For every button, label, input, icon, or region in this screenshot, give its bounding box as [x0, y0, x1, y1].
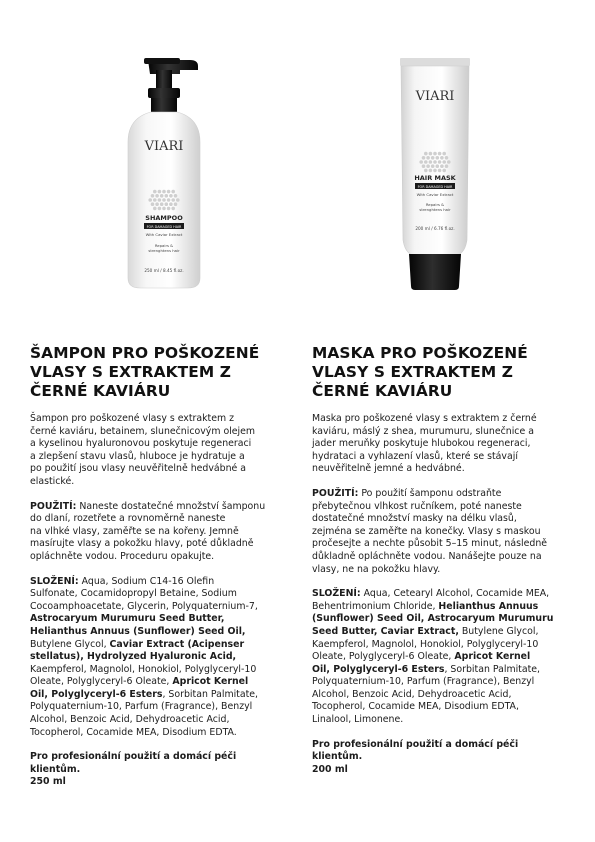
composition-label: SLOŽENÍ: [30, 575, 79, 587]
hair-mask-usage: POUŽITÍ: Po použití šamponu odstraňte přebytečnou vlhkost ručníkem, poté naneste dostatečné množství masky na délku vlasů, zejména se zaměřte na konečky. Vlasy s maskou pročesejte a nechte působit 5–15 minut, následně důkladně opláchněte vodou. Nanášejte pouze na vlasy, ne na pokožku hlavy. [312, 487, 548, 575]
svg-text:Repairs &: Repairs & [425, 202, 445, 207]
composition-line: Polyquaternium-10, Parfum (Fragrance), Benzyl [30, 701, 253, 713]
composition-line: stellatus), Hydrolyzed Hyaluronic Acid, [30, 651, 237, 663]
composition-line: Tocopherol, Cocamide MEA, Disodium EDTA. [30, 726, 237, 738]
composition-line: Linalool, Limonene. [312, 714, 404, 726]
shampoo-description: Šampon pro poškozené vlasy s extraktem z černé kaviáru, betainem, slunečnicovým olejem a kyselinou hyaluronovou poskytuje regeneraci a zlepšení stavu vlasů, hluboce je hydratuje a po použití jsou vlasy neuvěřitelně hedvábné a elastické. [30, 413, 256, 487]
composition-line: Helianthus Annuus (Sunflower) Seed Oil, [30, 625, 246, 637]
composition-label: SLOŽENÍ: [312, 588, 361, 600]
shampoo-bottle-image [30, 40, 290, 300]
composition-line: SLOŽENÍ: Aqua, Cetearyl Alcohol, Cocamide MEA, [312, 588, 550, 600]
composition-line: Sulfonate, Cocamidopropyl Betaine, Sodium [30, 588, 237, 600]
composition-line: Oleate, Polyglyceryl-6 Oleate, Apricot Kernel [30, 676, 249, 688]
shampoo-composition [30, 576, 288, 740]
svg-text:250 ml / 8.45 fl.oz.: 250 ml / 8.45 fl.oz. [144, 268, 184, 273]
composition-line: Cocoamphoacetate, Glycerin, Polyquaternium-7, [30, 600, 258, 612]
usage-label: POUŽITÍ: [312, 487, 359, 499]
hair-mask-description-column [312, 344, 570, 788]
hair-mask-footer: Pro profesionální použití a domácí péči klientům. 200 ml [312, 739, 570, 777]
brand-logo: VIARI [415, 89, 455, 104]
composition-line: Oleate, Polyglyceryl-6 Oleate, Apricot Kernel [312, 651, 531, 663]
hair-mask-tube-image [305, 40, 565, 300]
svg-text:FOR DAMAGED HAIR: FOR DAMAGED HAIR [146, 224, 182, 229]
composition-line: Kaempferol, Magnolol, Honokiol, Polyglyceryl-10 [30, 663, 257, 675]
svg-text:strenghtens hair: strenghtens hair [148, 248, 180, 253]
svg-text:strenghtens hair: strenghtens hair [419, 207, 451, 212]
svg-text:FOR DAMAGED HAIR: FOR DAMAGED HAIR [417, 184, 453, 189]
composition-line: Oil, Polyglyceryl-6 Esters, Sorbitan Palmitate, [30, 688, 259, 700]
product-name-label: HAIR MASK [414, 174, 456, 182]
composition-line: Alcohol, Benzoic Acid, Dehydroacetic Acid, [30, 714, 230, 726]
composition-line: Seed Butter, Caviar Extract, Butylene Glycol, [312, 625, 539, 637]
composition-line: Kaempferol, Magnolol, Honokiol, Polyglyceryl-10 [312, 638, 539, 650]
shampoo-usage: POUŽITÍ: Naneste dostatečné množství šamponu do dlaní, rozetřete a rovnoměrně naneste na vlhké vlasy, zaměřte se na kořeny. Jemně masírujte vlasy a pokožku hlavy, poté důkladně opláchněte vodou. Proceduru opakujte. [30, 500, 266, 562]
composition-line: Polyquaternium-10, Parfum (Fragrance), Benzyl [312, 676, 535, 688]
svg-text:200 ml / 6.76 fl.oz.: 200 ml / 6.76 fl.oz. [415, 226, 455, 231]
svg-text:With Caviar Extract: With Caviar Extract [416, 192, 454, 197]
composition-line: Behentrimonium Chloride, Helianthus Annuus [312, 600, 539, 612]
hair-mask-volume: 200 ml [312, 763, 348, 775]
shampoo-footer: Pro profesionální použití a domácí péči klientům. 250 ml [30, 751, 288, 789]
composition-line: Tocopherol, Cocamide MEA, Disodium EDTA, [312, 701, 519, 713]
hair-mask-description: Maska pro poškozené vlasy s extraktem z černé kaviáru, máslý z shea, murumuru, slunečnice a jader meruňky poskytuje hlubokou regeneraci, hydrataci a vyhlazení vlasů, které se stávají neuvěřitelně jemné a hedvábné. [312, 413, 537, 475]
composition-line: Oil, Polyglyceryl-6 Esters, Sorbitan Palmitate, [312, 663, 541, 675]
composition-line: SLOŽENÍ: Aqua, Sodium C14-16 Olefin [30, 575, 215, 587]
shampoo-volume: 250 ml [30, 776, 66, 788]
composition-line: (Sunflower) Seed Oil, Astrocaryum Murumuru [312, 613, 554, 625]
shampoo-description-column [30, 344, 288, 801]
product-name-label: SHAMPOO [145, 214, 183, 222]
svg-text:With Caviar Extract: With Caviar Extract [145, 232, 183, 237]
usage-label: POUŽITÍ: [30, 500, 77, 512]
hair-mask-title: MASKA PRO POŠKOZENÉ VLASY S EXTRAKTEM Z ČERNÉ KAVIÁRU [312, 344, 528, 400]
composition-line: Butylene Glycol, Caviar Extract (Acipenser [30, 638, 245, 650]
shampoo-title: ŠAMPON PRO POŠKOZENÉ VLASY S EXTRAKTEM Z ČERNÉ KAVIÁRU [30, 344, 260, 400]
svg-text:Repairs &: Repairs & [154, 243, 174, 248]
brand-logo: VIARI [144, 139, 184, 154]
composition-line: Astrocaryum Murumuru Seed Butter, [30, 613, 225, 625]
composition-line: Alcohol, Benzoic Acid, Dehydroacetic Acid, [312, 688, 512, 700]
hair-mask-composition [312, 588, 570, 727]
